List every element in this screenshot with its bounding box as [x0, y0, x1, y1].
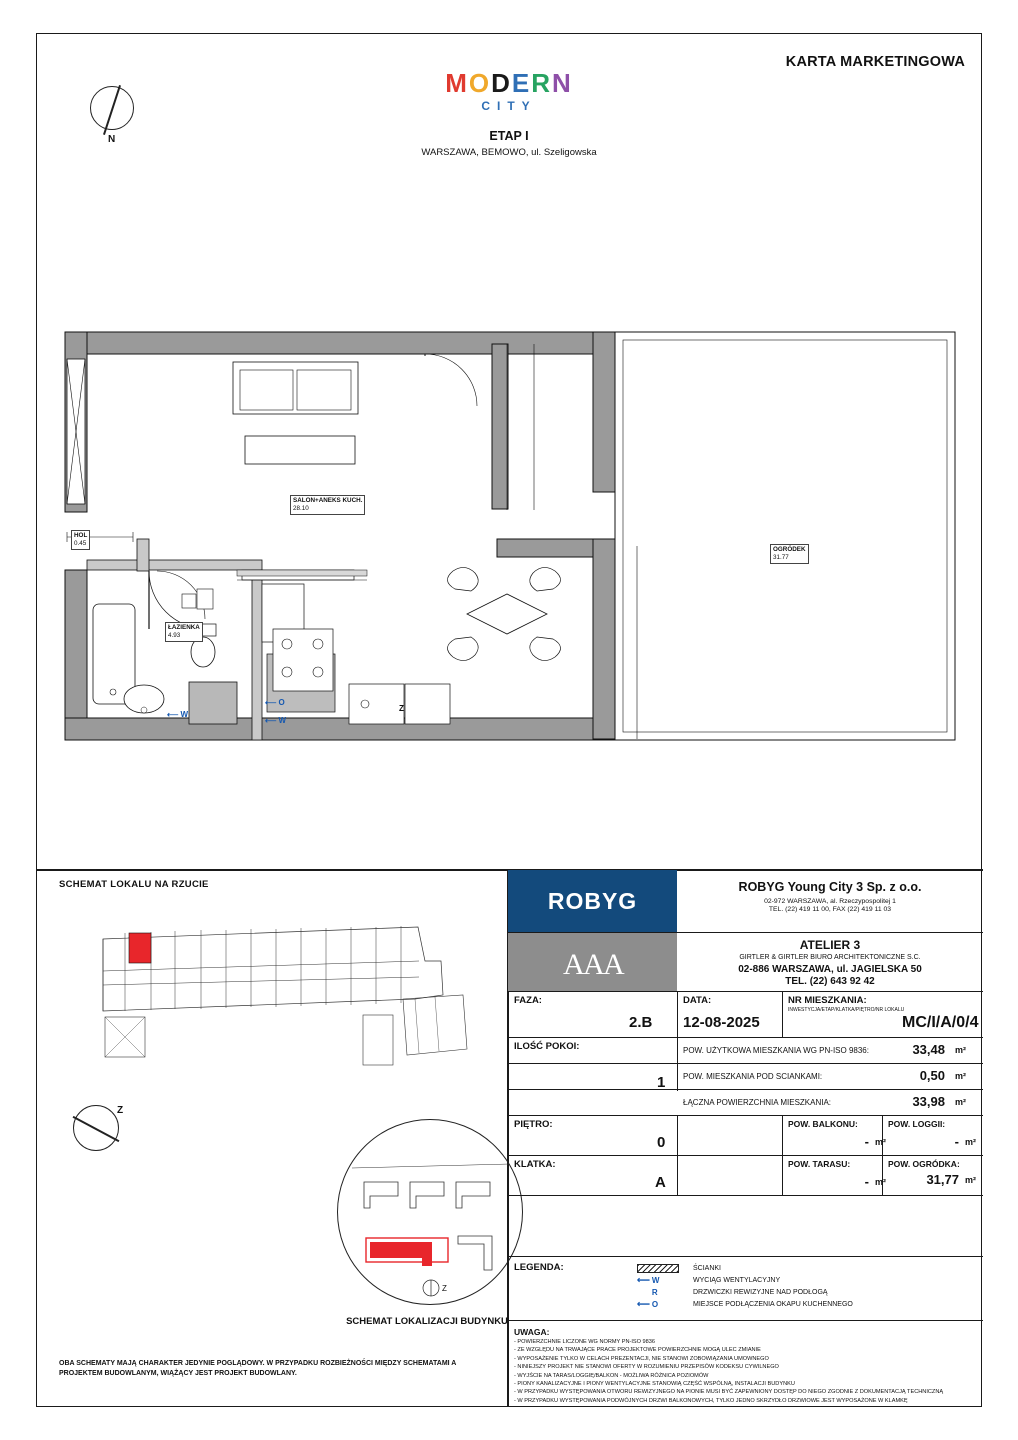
klatka-value: A — [655, 1174, 666, 1191]
architect-name: ATELIER 3 — [799, 938, 861, 952]
page-title: KARTA MARKETINGOWA — [785, 54, 965, 70]
legend-item — [637, 1262, 982, 1274]
nr-mieszkania-sub: INWESTYCJA/ETAP/KLATKA/PIĘTRO/NR LOKALU — [788, 1007, 905, 1013]
architect-sub: GIRTLER & GIRTLER BIURO ARCHITEKTONICZNE S.C. — [739, 954, 921, 961]
architect-info — [678, 933, 982, 991]
pow-ogrodka-value: 31,77 — [926, 1172, 959, 1187]
pow-uzytkowa-unit: m² — [955, 1045, 966, 1055]
uwaga-item: - ZE WZGLĘDU NA TRWAJĄCE PRACE PROJEKTOWE POWIERZCHNIE MOGĄ ULEC ZMIANIE — [514, 1347, 761, 1354]
laczna-pow-label: ŁĄCZNA POWIERZCHNIA MIESZKANIA: — [683, 1098, 832, 1107]
faza-value: 2.B — [629, 1014, 653, 1031]
arrow-icon: ⟵ O — [637, 1298, 659, 1309]
compass-bottom-icon — [65, 1099, 135, 1169]
pow-ogrodka-label: POW. OGRÓDKA: — [888, 1159, 960, 1169]
uwaga-list — [514, 1338, 976, 1405]
logo-city-text: CITY — [481, 99, 537, 113]
pow-ogrodka-unit: m² — [965, 1175, 976, 1185]
floor-plan — [37, 284, 983, 884]
marketing-card-page — [36, 33, 982, 1407]
legend-item-label: WYCIĄG WENTYLACYJNY — [693, 1276, 781, 1284]
legend-title: LEGENDA: — [514, 1262, 564, 1273]
plan-disclaimer: OBA SCHEMATY MAJĄ CHARAKTER JEDYNIE POGLĄDOWY. W PRZYPADKU ROZBIEŻNOŚCI MIĘDZY SCHEMATAMI A PROJEKTEM BUDOWLANYM, WIĄŻĄCY JEST PROJEKT BUDOWLANY. — [59, 1360, 457, 1378]
pow-tarasu-label: POW. TARASU: — [788, 1159, 851, 1169]
klatka-label: KLATKA: — [514, 1159, 556, 1170]
room-label-ogrodek: OGRÓDEK 31.77 — [770, 544, 809, 564]
room-label-lazienka: ŁAZIENKA 4.93 — [165, 622, 203, 642]
uwaga-item: - WYPOSAŻENIE TYLKO W CELACH PREZENTACJI, NIE STANOWI ZOBOWIĄZANIA UMOWNEGO — [514, 1355, 769, 1362]
nr-mieszkania-value: MC/I/A/0/4 — [902, 1014, 979, 1031]
data-value: 12-08-2025 — [683, 1014, 760, 1031]
room-label-salon: SALON+ANEKS KUCH. 28.10 — [290, 495, 365, 515]
svg-text:A: A — [582, 948, 605, 981]
pietro-label: PIĘTRO: — [514, 1119, 553, 1130]
legend-item — [637, 1286, 982, 1298]
data-label: DATA: — [683, 995, 712, 1006]
legend-item — [637, 1298, 982, 1310]
pow-loggii-unit: m² — [965, 1137, 976, 1147]
svg-text:A: A — [602, 948, 625, 981]
project-address: WARSZAWA, BEMOWO, ul. Szeligowska — [421, 147, 597, 158]
pow-tarasu-unit: m² — [875, 1177, 886, 1187]
mark-o: ⟵ O — [265, 698, 285, 707]
pow-scianki-value: 0,50 — [919, 1068, 945, 1083]
pow-scianki-label: POW. MIESZKANIA POD SCIANKAMI: — [683, 1072, 823, 1081]
architect-phone: TEL. (22) 643 92 42 — [785, 976, 875, 987]
legend-item-label: DRZWICZKI REWIZYJNE NAD PODŁOGĄ — [693, 1288, 828, 1296]
ilosc-pokoi-value: 1 — [657, 1074, 666, 1091]
uwaga-item: - W PRZYPADKU WYSTĘPOWANIA OTWORU REWIZYJNEGO NA PIONIE MUSI BYĆ ZAPEWNIONY DOSTĘP DO NIEGO ZGODNIE Z DOKUMENTACJĄ TECHNICZNĄ — [514, 1389, 944, 1396]
legend-item-label: ŚCIANKI — [693, 1264, 722, 1272]
pow-scianki-unit: m² — [955, 1071, 966, 1081]
pow-uzytkowa-value: 33,48 — [912, 1042, 945, 1057]
pow-uzytkowa-label: POW. UŻYTKOWA MIESZKANIA WG PN-ISO 9836: — [683, 1046, 869, 1055]
schemat-lokalu-title: SCHEMAT LOKALU NA RZUCIE — [59, 879, 209, 890]
pow-loggii-label: POW. LOGGII: — [888, 1119, 946, 1129]
svg-text:A: A — [562, 948, 585, 981]
architect-logo — [508, 933, 677, 991]
logo — [37, 70, 981, 113]
developer-info — [678, 870, 982, 932]
pow-balkonu-value: - — [864, 1134, 869, 1149]
developer-name: ROBYG Young City 3 Sp. z o.o. — [738, 880, 922, 894]
mark-w: ⟵ W — [265, 716, 287, 725]
compass-bottom-label: Z — [117, 1105, 124, 1116]
architect-address: 02-886 WARSZAWA, ul. JAGIELSKA 50 — [738, 964, 922, 975]
arrow-icon: R — [651, 1287, 658, 1297]
arrow-icon: ⟵ W — [637, 1274, 660, 1285]
legend-item-label: MIEJSCE PODŁĄCZENIA OKAPU KUCHENNEGO — [693, 1300, 853, 1308]
pow-loggii-value: - — [954, 1134, 959, 1149]
etap-label: ETAP I — [489, 129, 529, 143]
schemat-lokalizacji-title: SCHEMAT LOKALIZACJI BUDYNKU — [346, 1316, 508, 1327]
legend-list — [637, 1262, 982, 1310]
pow-balkonu-unit: m² — [875, 1137, 886, 1147]
legend-item — [637, 1274, 982, 1286]
developer-phone: TEL. (22) 419 11 00, FAX (22) 419 11 03 — [768, 906, 892, 913]
laczna-pow-unit: m² — [955, 1097, 966, 1107]
developer-logo: ROBYG — [508, 870, 677, 932]
laczna-pow-value: 33,98 — [912, 1094, 945, 1109]
nr-mieszkania-label: NR MIESZKANIA: — [788, 995, 867, 1006]
wall-hatch-icon — [637, 1264, 693, 1273]
room-label-hol: HOL 0.45 — [71, 530, 90, 550]
logo-modern-text: MODERN — [445, 68, 573, 98]
faza-label: FAZA: — [514, 995, 542, 1006]
ilosc-pokoi-label: ILOŚĆ POKOI: — [514, 1041, 580, 1052]
building-floor-key-plan — [63, 899, 493, 1089]
pietro-value: 0 — [657, 1134, 666, 1151]
uwaga-item: - POWIERZCHNIE LICZONE WG NORMY PN-ISO 9836 — [514, 1339, 656, 1345]
uwaga-item: - PIONY KANALIZACYJNE I PIONY WENTYLACYJNE STANOWIĄ CZĘŚĆ WSPÓLNĄ, INSTALACJI BUDYNKU — [514, 1380, 795, 1387]
mark-w-2: ⟵ W — [167, 710, 189, 719]
uwaga-item: - W PRZYPADKU WYSTĘPOWANIA PODWÓJNYCH DRZWI BALKONOWYCH, TYLKO JEDNO SKRZYDŁO DRZWIOWE JEST WYPOSAŻONE W KLAMKĘ — [514, 1397, 908, 1404]
pow-tarasu-value: - — [864, 1174, 869, 1189]
mark-z: Z — [399, 704, 404, 713]
uwaga-item: - NINIEJSZY PROJEKT NIE STANOWI OFERTY W ROZUMIENIU PRZEPISÓW KODEKSU CYWILNEGO — [514, 1364, 779, 1371]
uwaga-title: UWAGA: — [514, 1327, 550, 1337]
svg-text:Z: Z — [442, 1284, 447, 1293]
uwaga-item: - WYJŚCIE NA TARAS/LOGGIĘ/BALKON - MOŻLIWA RÓŻNICA POZIOMÓW — [514, 1372, 709, 1379]
pow-balkonu-label: POW. BALKONU: — [788, 1119, 858, 1129]
compass-north-label: N — [108, 134, 116, 145]
building-location-scheme — [337, 1119, 523, 1305]
developer-address: 02-972 WARSZAWA, al. Rzeczypospolitej 1 — [764, 898, 896, 905]
